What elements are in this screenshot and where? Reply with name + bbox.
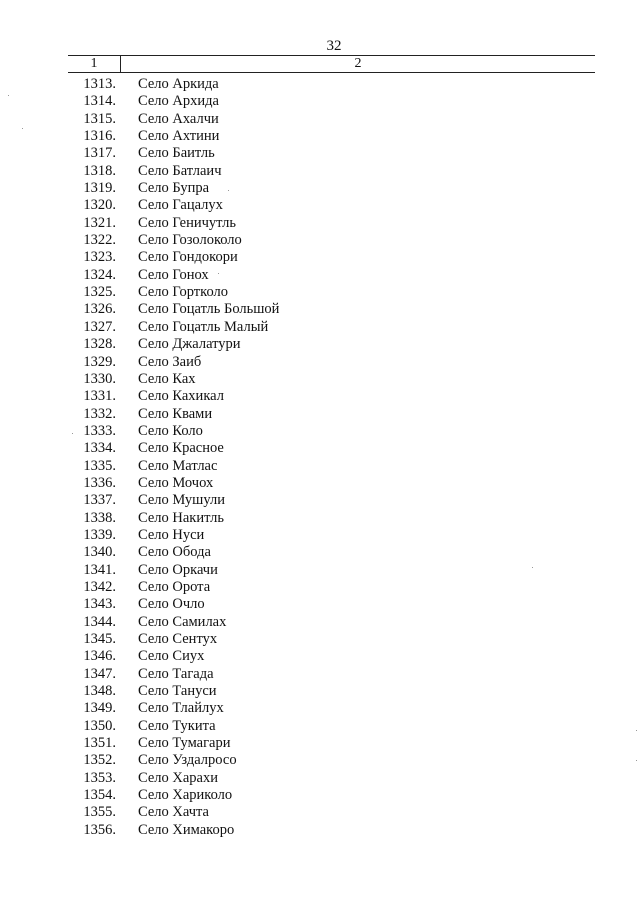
settlement-name: Село Нуси <box>138 526 205 543</box>
row-number: 1338. <box>83 509 116 526</box>
row-number: 1317. <box>83 145 116 162</box>
table-row <box>0 232 640 249</box>
row-number: 1325. <box>83 284 116 301</box>
table-row <box>0 197 640 214</box>
row-number: 1321. <box>83 214 116 231</box>
settlement-name: Село Хариколо <box>138 787 233 804</box>
settlement-name: Село Гондокори <box>138 249 238 266</box>
settlement-name: Село Сентух <box>138 631 218 647</box>
table-row <box>0 683 640 700</box>
table-row <box>0 492 640 509</box>
row-number: 1335. <box>83 457 116 474</box>
table-header-col-1: 1 <box>90 56 98 71</box>
row-number: 1355. <box>83 804 116 821</box>
table-row <box>0 458 640 475</box>
row-number: 1337. <box>83 492 116 509</box>
settlement-name: Село Гацалух <box>138 197 223 214</box>
settlement-name: Село Тумагари <box>138 735 231 752</box>
table-row <box>0 423 640 440</box>
settlement-name: Село Ках <box>138 370 196 387</box>
row-number: 1315. <box>83 110 116 127</box>
settlement-name: Село Аркида <box>138 76 219 92</box>
settlement-name: Село Коло <box>138 422 203 439</box>
settlement-name: Село Мушули <box>138 492 225 509</box>
row-number: 1327. <box>83 318 116 335</box>
settlement-name: Село Накитль <box>138 509 224 526</box>
row-number: 1332. <box>83 405 116 422</box>
table-row <box>0 354 640 371</box>
settlement-name: Село Орота <box>138 578 211 595</box>
row-number: 1343. <box>83 596 116 613</box>
settlement-name: Село Оркачи <box>138 561 218 578</box>
settlement-name: Село Харахи <box>138 769 218 786</box>
row-number: 1336. <box>83 474 116 491</box>
row-number: 1328. <box>83 336 116 353</box>
row-number: 1344. <box>83 613 116 630</box>
table-row <box>0 128 640 145</box>
settlement-name: Село Тануси <box>138 683 217 700</box>
table-row <box>0 562 640 579</box>
scan-speck <box>8 95 9 96</box>
table-header-col-2: 2 <box>354 56 362 71</box>
table-row <box>0 822 640 839</box>
row-number: 1354. <box>83 787 116 804</box>
table-row <box>0 596 640 613</box>
scan-speck <box>218 273 219 274</box>
page-number: 32 <box>326 38 342 54</box>
row-number: 1318. <box>83 162 116 179</box>
scan-speck <box>636 760 637 761</box>
row-number: 1333. <box>83 422 116 439</box>
row-number: 1340. <box>83 544 116 561</box>
settlement-name: Село Тагада <box>138 665 214 682</box>
row-number: 1353. <box>83 769 116 786</box>
settlement-name: Село Кахикал <box>138 388 224 405</box>
settlement-name: Село Обода <box>138 544 211 561</box>
table-row <box>0 388 640 405</box>
table-row <box>0 527 640 544</box>
settlement-name: Село Очло <box>138 596 205 613</box>
table-row <box>0 475 640 492</box>
table-header-bottom-rule <box>68 72 595 73</box>
row-number: 1351. <box>83 735 116 752</box>
table-row <box>0 718 640 735</box>
settlement-name: Село Гоцатль Малый <box>138 318 269 335</box>
row-number: 1349. <box>83 700 116 717</box>
settlement-name: Село Бупра <box>138 180 210 197</box>
row-number: 1339. <box>83 526 116 543</box>
table-row <box>0 770 640 787</box>
row-number: 1352. <box>83 752 116 769</box>
table-row <box>0 666 640 683</box>
settlement-name: Село Гортколо <box>138 284 229 301</box>
row-number: 1323. <box>83 249 116 266</box>
table-row <box>0 76 640 93</box>
table-row <box>0 735 640 752</box>
table-row <box>0 752 640 769</box>
settlement-name: Село Ахтини <box>138 128 220 145</box>
settlement-name: Село Химакоро <box>138 821 235 838</box>
row-number: 1334. <box>83 440 116 457</box>
table-row <box>0 510 640 527</box>
row-number: 1313. <box>83 76 116 92</box>
settlement-name: Село Ахалчи <box>138 110 219 127</box>
row-number: 1324. <box>83 266 116 283</box>
table-row <box>0 579 640 596</box>
table-row <box>0 145 640 162</box>
row-number: 1331. <box>83 388 116 405</box>
settlement-name: Село Хачта <box>138 804 209 821</box>
row-number: 1341. <box>83 561 116 578</box>
settlement-name: Село Мочох <box>138 474 214 491</box>
settlement-name: Село Геничутль <box>138 214 236 231</box>
table-row <box>0 93 640 110</box>
table-row <box>0 440 640 457</box>
row-number: 1350. <box>83 717 116 734</box>
settlement-name: Село Тлайлух <box>138 700 224 717</box>
table-row <box>0 180 640 197</box>
table-row <box>0 249 640 266</box>
settlement-name: Село Баитль <box>138 145 215 162</box>
settlement-name: Село Матлас <box>138 457 218 474</box>
table-row <box>0 787 640 804</box>
settlement-name: Село Батлаич <box>138 162 222 179</box>
scan-speck <box>22 128 23 129</box>
settlement-name: Село Сиух <box>138 648 205 665</box>
row-number: 1345. <box>83 631 116 647</box>
row-number: 1356. <box>83 821 116 838</box>
table-row <box>0 406 640 423</box>
scan-speck <box>532 567 533 568</box>
settlement-name: Село Гоцатль Большой <box>138 301 280 318</box>
table-row <box>0 700 640 717</box>
table-row <box>0 111 640 128</box>
table-row <box>0 163 640 180</box>
settlement-name: Село Уздалросо <box>138 752 237 769</box>
settlement-name: Село Квами <box>138 405 213 422</box>
row-number: 1347. <box>83 665 116 682</box>
row-number: 1342. <box>83 578 116 595</box>
table-row <box>0 371 640 388</box>
row-number: 1314. <box>83 93 116 110</box>
scan-speck <box>636 730 637 731</box>
table-row <box>0 614 640 631</box>
row-number: 1348. <box>83 683 116 700</box>
scan-speck <box>72 433 73 434</box>
row-number: 1326. <box>83 301 116 318</box>
table-row <box>0 301 640 318</box>
scan-speck <box>228 190 229 191</box>
settlement-name: Село Тукита <box>138 717 216 734</box>
settlement-name: Село Джалатури <box>138 336 241 353</box>
table-row <box>0 336 640 353</box>
table-row <box>0 631 640 648</box>
settlement-name: Село Гонох <box>138 266 209 283</box>
row-number: 1322. <box>83 232 116 249</box>
settlement-name: Село Архида <box>138 93 219 110</box>
row-number: 1329. <box>83 353 116 370</box>
table-row <box>0 544 640 561</box>
settlement-name: Село Гозолоколо <box>138 232 242 249</box>
table-row <box>0 648 640 665</box>
row-number: 1316. <box>83 128 116 145</box>
settlement-name: Село Самилах <box>138 613 227 630</box>
settlement-name: Село Заиб <box>138 353 202 370</box>
settlement-list <box>0 76 640 839</box>
row-number: 1319. <box>83 180 116 197</box>
table-row <box>0 267 640 284</box>
row-number: 1346. <box>83 648 116 665</box>
settlement-name: Село Красное <box>138 440 224 457</box>
table-row <box>0 804 640 821</box>
table-row <box>0 319 640 336</box>
row-number: 1320. <box>83 197 116 214</box>
table-row <box>0 284 640 301</box>
table-row <box>0 215 640 232</box>
row-number: 1330. <box>83 370 116 387</box>
